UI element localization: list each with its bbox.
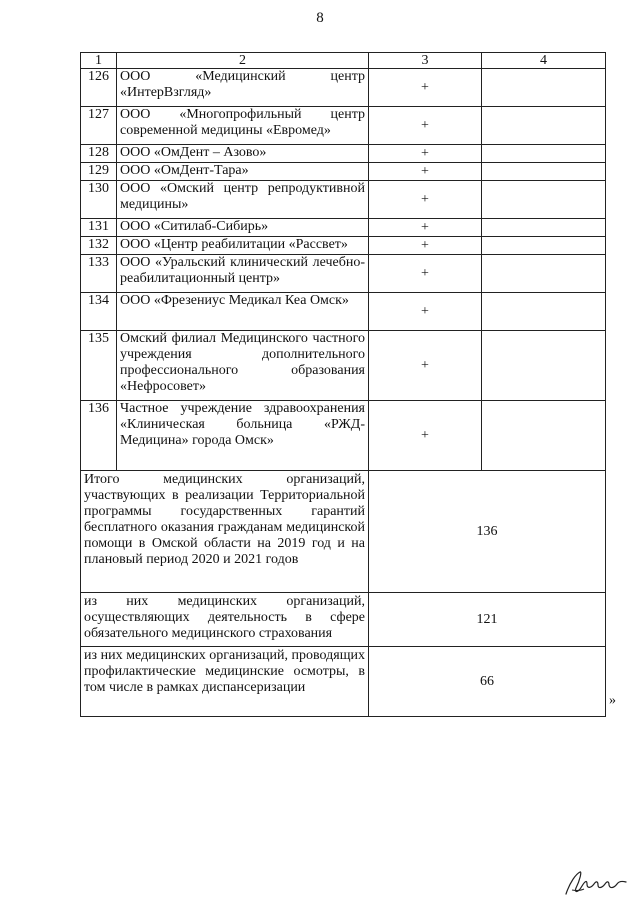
table-row [81,401,606,471]
participation-mark: + [369,293,482,331]
medical-organizations-table [80,52,606,717]
summary-value: 121 [369,593,606,647]
column-4-cell [482,181,606,219]
row-number: 127 [81,107,117,145]
summary-row-oms [81,593,606,647]
participation-mark: + [369,255,482,293]
summary-value: 136 [369,471,606,593]
handwritten-signature [560,860,630,900]
column-header: 2 [117,53,369,69]
closing-quote: » [609,693,616,708]
organization-name: ООО «Ситилаб-Сибирь» [117,219,369,237]
summary-row-total [81,471,606,593]
table-row [81,107,606,145]
summary-row-checkups [81,647,606,717]
column-4-cell [482,331,606,401]
table-row [81,219,606,237]
column-4-cell [482,163,606,181]
participation-mark: + [369,145,482,163]
summary-value: 66 [369,647,606,717]
column-4-cell [482,219,606,237]
table-row [81,237,606,255]
participation-mark: + [369,163,482,181]
column-4-cell [482,401,606,471]
participation-mark: + [369,237,482,255]
row-number: 131 [81,219,117,237]
column-4-cell [482,145,606,163]
column-header: 3 [369,53,482,69]
column-header: 1 [81,53,117,69]
column-4-cell [482,255,606,293]
organization-name: ООО «Уральский клинический лечебно-реабилитационный центр» [117,255,369,293]
row-number: 134 [81,293,117,331]
row-number: 132 [81,237,117,255]
summary-label: из них медицинских организаций, осуществляющих деятельность в сфере обязательного медицинского страхования [81,593,369,647]
organization-name: Частное учреждение здравоохранения «Клиническая больница «РЖД-Медицина» города Омск» [117,401,369,471]
organization-name: ООО «Фрезениус Медикал Кеа Омск» [117,293,369,331]
summary-label: из них медицинских организаций, проводящих профилактические медицинские осмотры, в том числе в рамках диспансеризации [81,647,369,717]
table-row [81,163,606,181]
organization-name: ООО «ОмДент – Азово» [117,145,369,163]
table-header-row [81,53,606,69]
participation-mark: + [369,219,482,237]
organization-name: ООО «Медицинский центр «ИнтерВзгляд» [117,69,369,107]
row-number: 135 [81,331,117,401]
column-4-cell [482,237,606,255]
row-number: 133 [81,255,117,293]
column-4-cell [482,69,606,107]
row-number: 128 [81,145,117,163]
column-4-cell [482,293,606,331]
organization-name: ООО «ОмДент-Тара» [117,163,369,181]
table-row [81,255,606,293]
row-number: 126 [81,69,117,107]
participation-mark: + [369,107,482,145]
table-row [81,331,606,401]
participation-mark: + [369,181,482,219]
table-row [81,145,606,163]
table-row [81,293,606,331]
participation-mark: + [369,331,482,401]
column-4-cell [482,107,606,145]
participation-mark: + [369,69,482,107]
row-number: 129 [81,163,117,181]
participation-mark: + [369,401,482,471]
organization-name: Омский филиал Медицинского частного учреждения дополнительного профессионального образования «Нефросовет» [117,331,369,401]
column-header: 4 [482,53,606,69]
summary-label: Итого медицинских организаций, участвующих в реализации Территориальной программы государственных гарантий бесплатного оказания гражданам медицинской помощи в Омской области на 2019 год и на плановый период 2020 и 2021 годов [81,471,369,593]
page-number: 8 [316,10,324,26]
organization-name: ООО «Центр реабилитации «Рассвет» [117,237,369,255]
organization-name: ООО «Омский центр репродуктивной медицины» [117,181,369,219]
row-number: 130 [81,181,117,219]
table-row [81,69,606,107]
row-number: 136 [81,401,117,471]
table-row [81,181,606,219]
organization-name: ООО «Многопрофильный центр современной медицины «Евромед» [117,107,369,145]
